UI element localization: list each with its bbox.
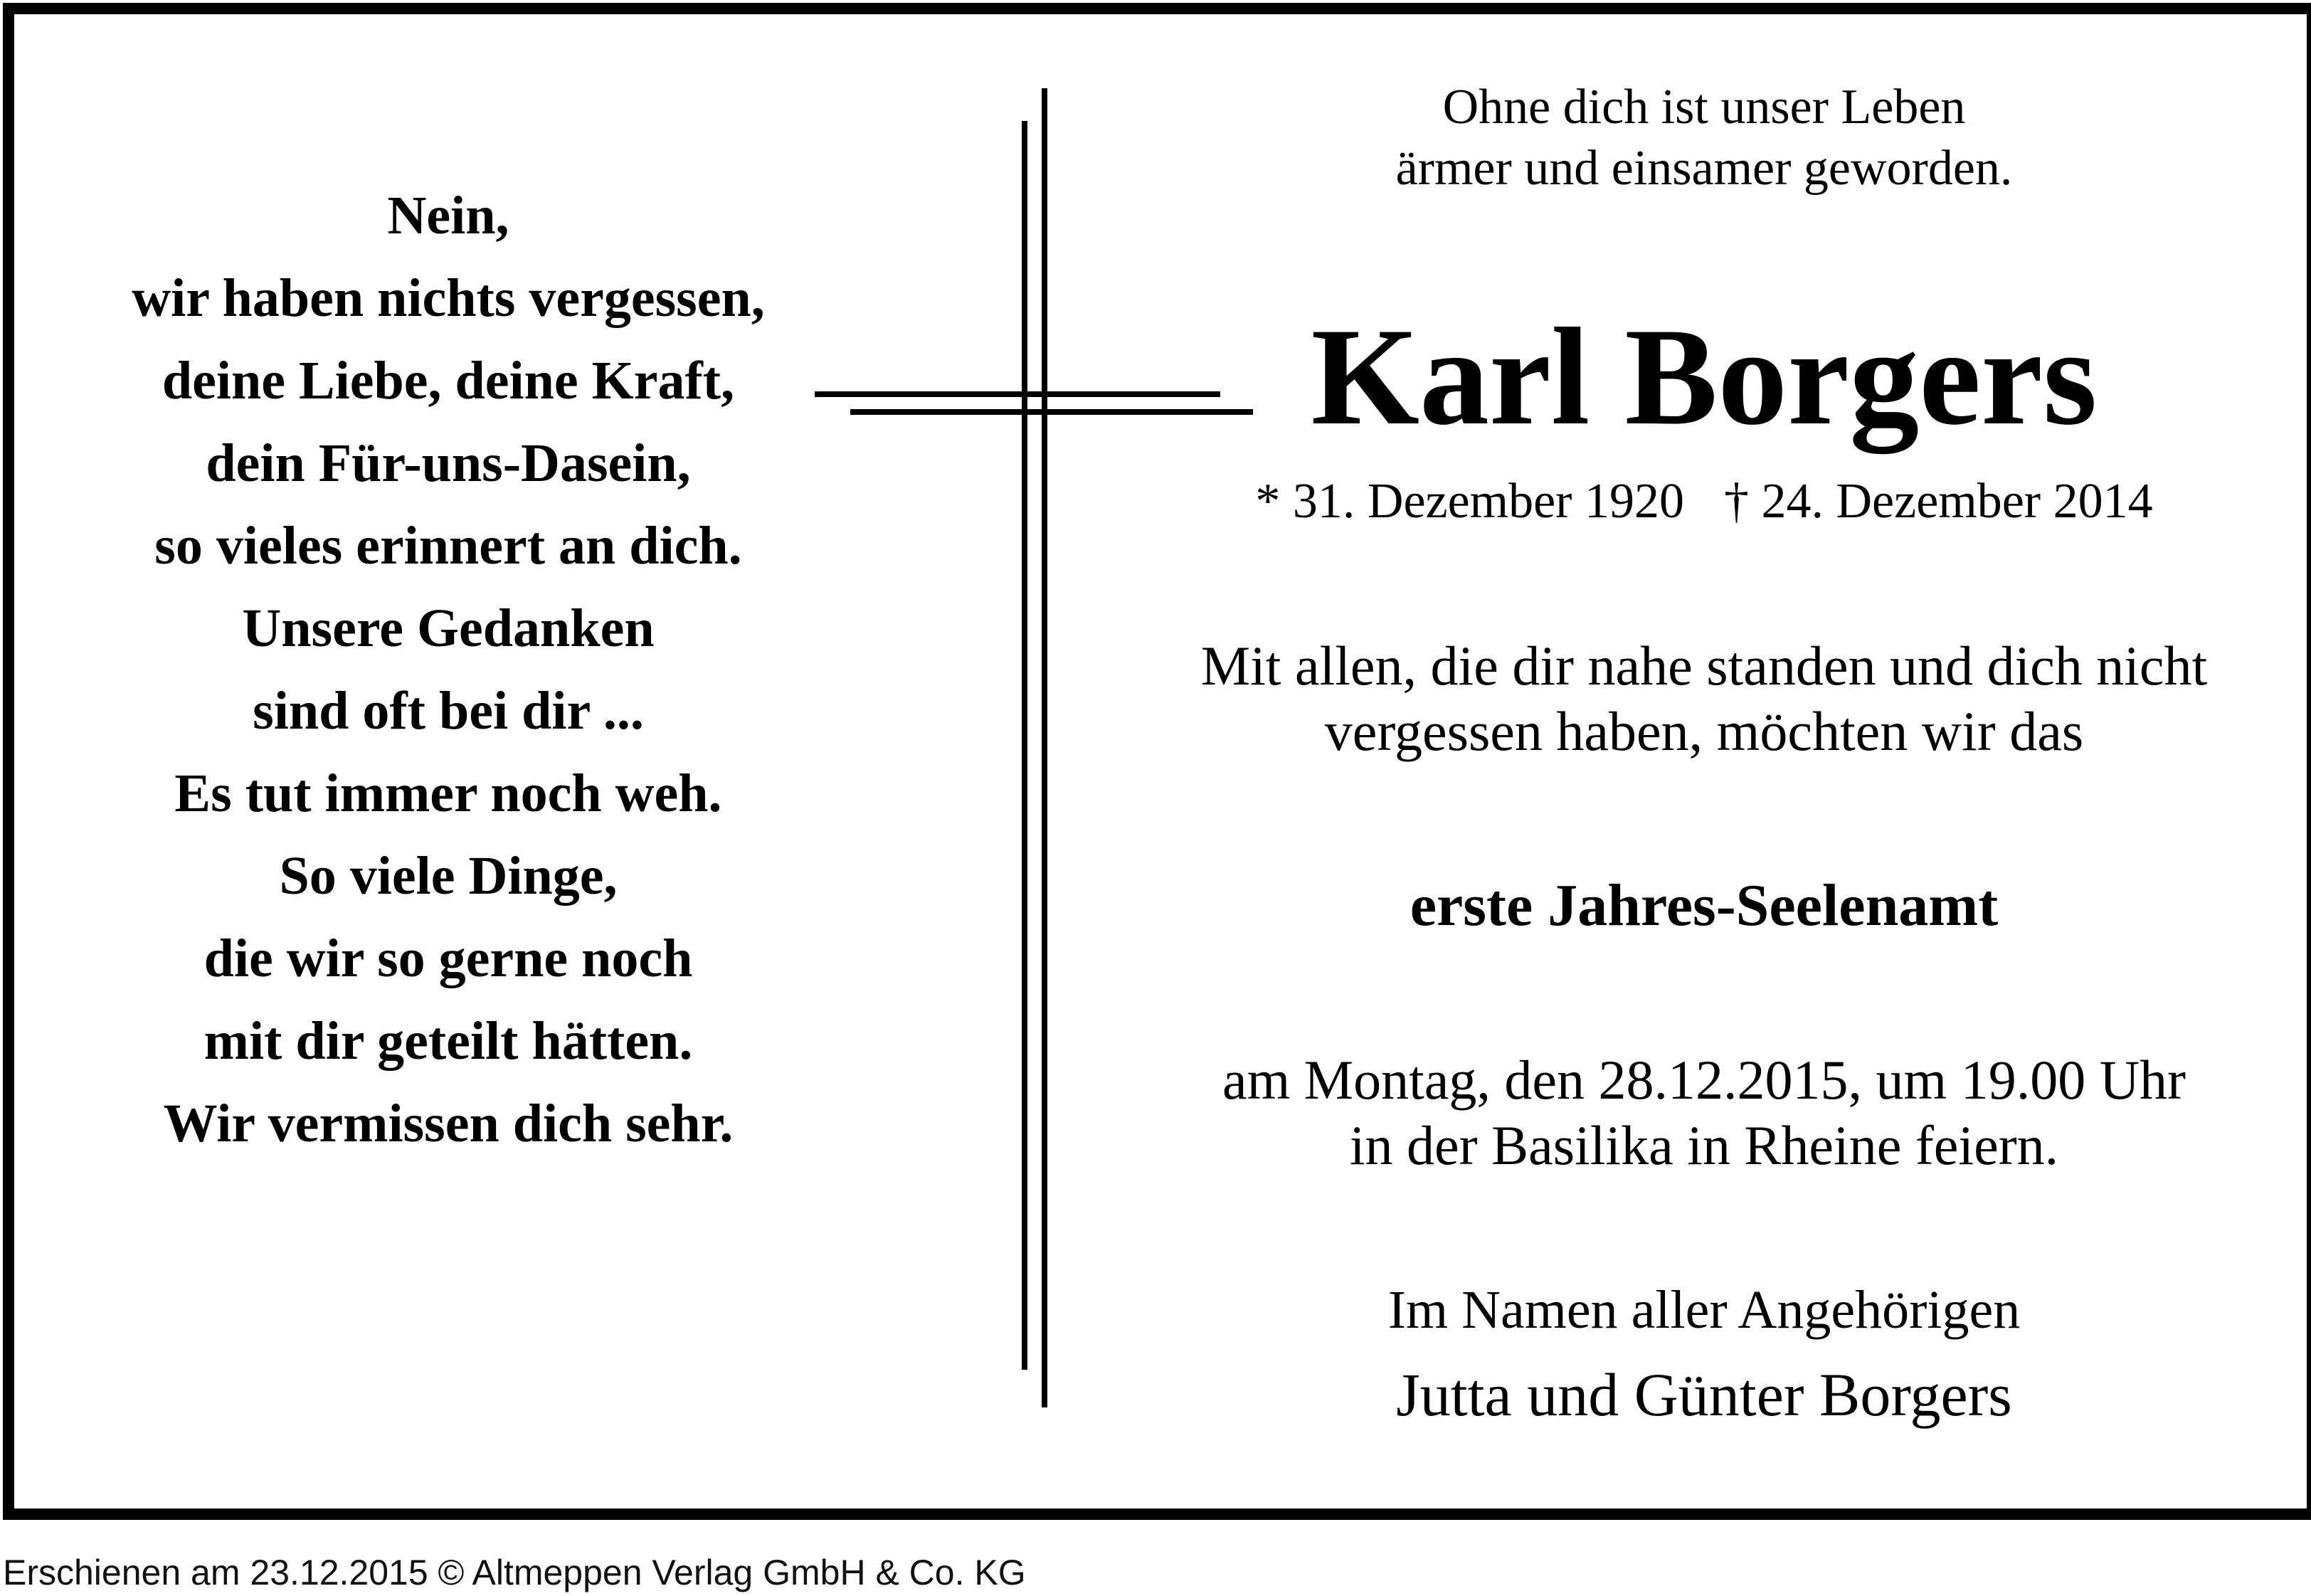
death-date: † 24. Dezember 2014: [1724, 474, 2153, 529]
motto-line-2: ärmer und einsamer geworden.: [1395, 141, 2013, 196]
poem: [64, 174, 832, 1165]
life-dates: [1138, 470, 2270, 534]
signer-names: Jutta und Günter Borgers: [1396, 1360, 2012, 1429]
poem-line: mit dir geteilt hätten.: [203, 1011, 693, 1071]
intro-line-2: vergessen haben, möchten wir das: [1324, 700, 2084, 762]
poem-line: dein Für-uns-Dasein,: [206, 433, 691, 493]
deceased-name: Karl Borgers: [1311, 300, 2098, 454]
poem-line: So viele Dinge,: [279, 846, 618, 906]
poem-line: Nein,: [387, 186, 509, 245]
event-location: in der Basilika in Rheine feiern.: [1349, 1114, 2059, 1176]
signoff-line: Im Namen aller Angehörigen: [1387, 1280, 2021, 1340]
motto-line-1: Ohne dich ist unser Leben: [1442, 80, 1966, 134]
poem-line: wir haben nichts vergessen,: [132, 268, 765, 328]
event-date-time: am Montag, den 28.12.2015, um 19.00 Uhr: [1222, 1049, 2186, 1111]
poem-line: Wir vermissen dich sehr.: [163, 1094, 734, 1153]
poem-line: deine Liebe, deine Kraft,: [162, 351, 735, 411]
birth-date: * 31. Dezember 1920: [1255, 474, 1684, 529]
poem-line: Unsere Gedanken: [242, 598, 655, 658]
motto: [1138, 77, 2270, 199]
event-details: [1138, 1047, 2270, 1178]
event-title: erste Jahres-Seelenamt: [1410, 872, 1999, 939]
intro-line-1: Mit allen, die dir nahe standen und dich nicht: [1200, 635, 2208, 697]
poem-line: die wir so gerne noch: [203, 929, 693, 988]
intro-text: [1138, 633, 2270, 764]
poem-line: Es tut immer noch weh.: [174, 763, 722, 823]
poem-line: so vieles erinnert an dich.: [154, 516, 742, 576]
poem-line: sind oft bei dir ...: [253, 681, 644, 741]
publication-footer: Erschienen am 23.12.2015 © Altmeppen Verlag GmbH & Co. KG: [3, 1553, 1026, 1592]
